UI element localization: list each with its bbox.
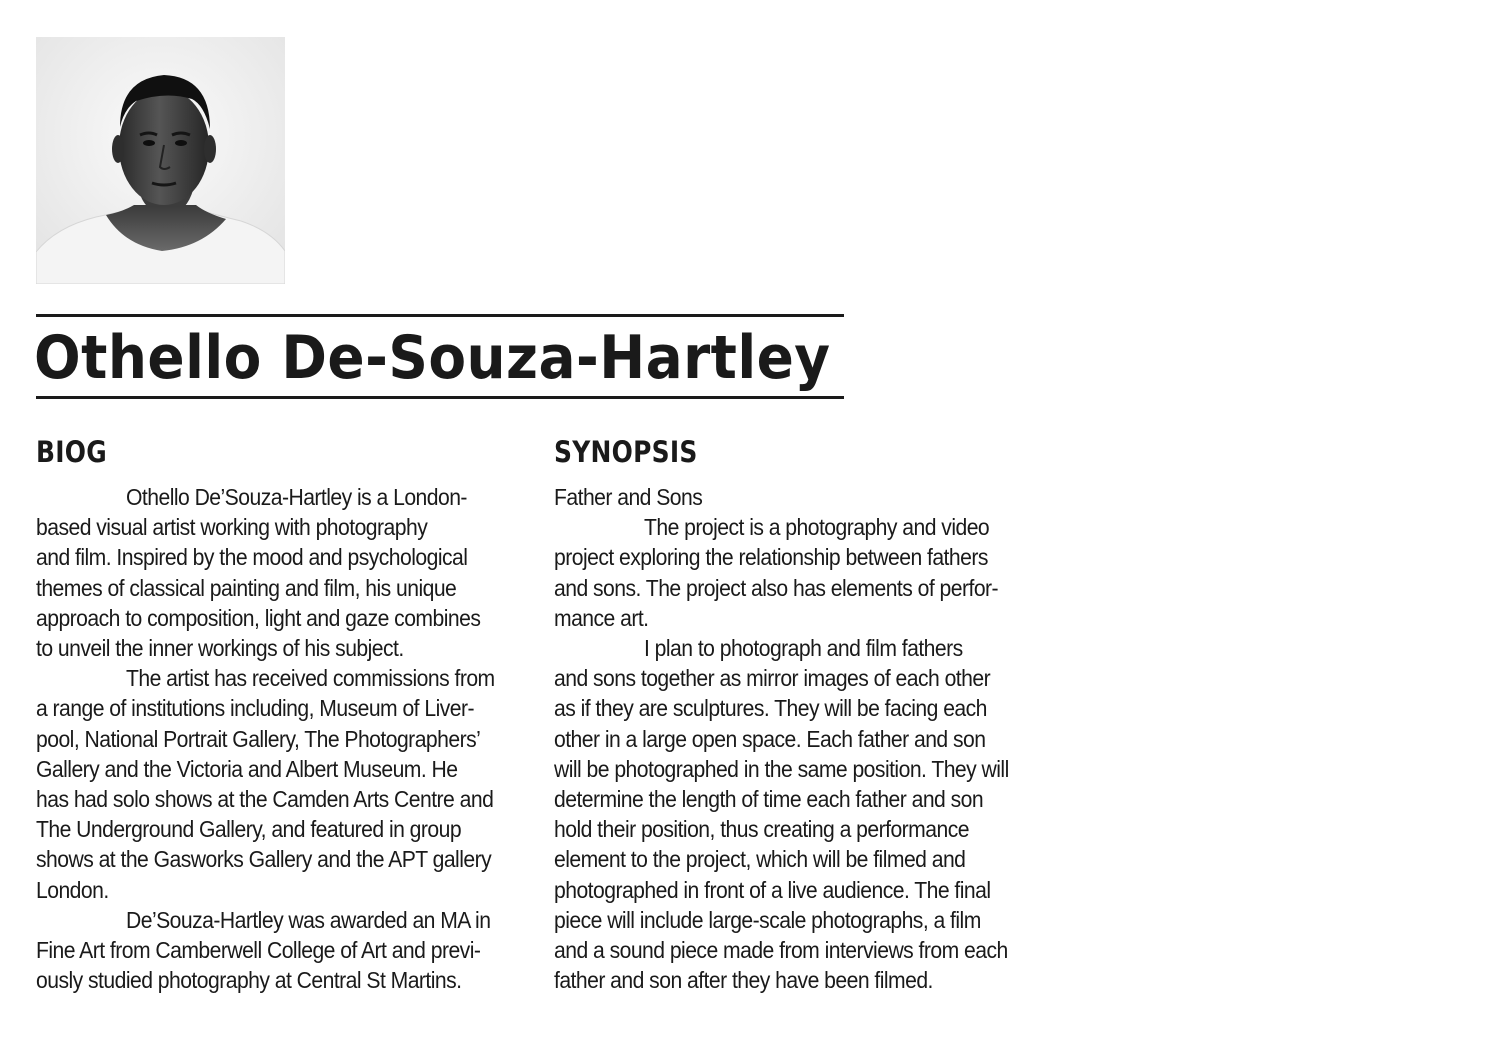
artist-name-title: Othello De-Souza-Hartley <box>34 323 831 393</box>
synopsis-heading: SYNOPSIS <box>554 435 698 469</box>
biog-line: based visual artist working with photography <box>36 514 428 541</box>
biog-heading: BIOG <box>36 435 108 469</box>
biog-text <box>36 482 522 995</box>
biog-line: ously studied photography at Central St Martins. <box>36 967 462 994</box>
title-bottom-rule <box>36 396 844 399</box>
biog-line: and film. Inspired by the mood and psychological <box>36 544 468 571</box>
biog-line: approach to composition, light and gaze combines <box>36 604 481 631</box>
biog-line: Fine Art from Camberwell College of Art and previ- <box>36 937 481 964</box>
synopsis-project-title: Father and Sons <box>554 484 703 510</box>
synopsis-line: element to the project, which will be filmed and <box>554 846 966 873</box>
synopsis-line: The project is a photography and video <box>644 514 990 541</box>
biog-line: has had solo shows at the Camden Arts Centre and <box>36 786 494 813</box>
synopsis-line: photographed in front of a live audience. The final <box>554 876 991 903</box>
biog-line: Gallery and the Victoria and Albert Museum. He <box>36 755 458 782</box>
synopsis-line: father and son after they have been filmed. <box>554 967 933 994</box>
synopsis-line: other in a large open space. Each father and son <box>554 725 986 752</box>
biog-line: shows at the Gasworks Gallery and the APT gallery <box>36 846 492 873</box>
biog-line: pool, National Portrait Gallery, The Photographers’ <box>36 725 481 752</box>
synopsis-line: and sons together as mirror images of each other <box>554 665 991 692</box>
title-top-rule <box>36 314 844 317</box>
portrait-illustration <box>36 37 285 284</box>
biog-line: themes of classical painting and film, his unique <box>36 574 457 601</box>
synopsis-line: mance art. <box>554 604 649 631</box>
synopsis-line: piece will include large-scale photographs, a film <box>554 906 981 933</box>
biog-line: De’Souza-Hartley was awarded an MA in <box>126 906 491 933</box>
synopsis-line: and sons. The project also has elements of perfor- <box>554 574 999 601</box>
synopsis-line: I plan to photograph and film fathers <box>644 635 963 662</box>
synopsis-line: project exploring the relationship between fathers <box>554 544 988 571</box>
biog-line: to unveil the inner workings of his subject. <box>36 635 404 662</box>
synopsis-text <box>554 482 1040 995</box>
biog-line: Othello De’Souza-Hartley is a London- <box>126 484 467 510</box>
synopsis-line: hold their position, thus creating a performance <box>554 816 969 843</box>
biog-line: The artist has received commissions from <box>126 665 495 692</box>
biog-line: The Underground Gallery, and featured in group <box>36 816 462 843</box>
synopsis-line: as if they are sculptures. They will be facing each <box>554 695 987 722</box>
biog-line: a range of institutions including, Museum of Liver- <box>36 695 475 722</box>
artist-portrait-photo <box>36 37 285 284</box>
synopsis-line: will be photographed in the same position. They will <box>554 755 1009 782</box>
synopsis-line: and a sound piece made from interviews from each <box>554 937 1008 964</box>
biog-line: London. <box>36 876 109 903</box>
synopsis-line: determine the length of time each father and son <box>554 786 984 813</box>
